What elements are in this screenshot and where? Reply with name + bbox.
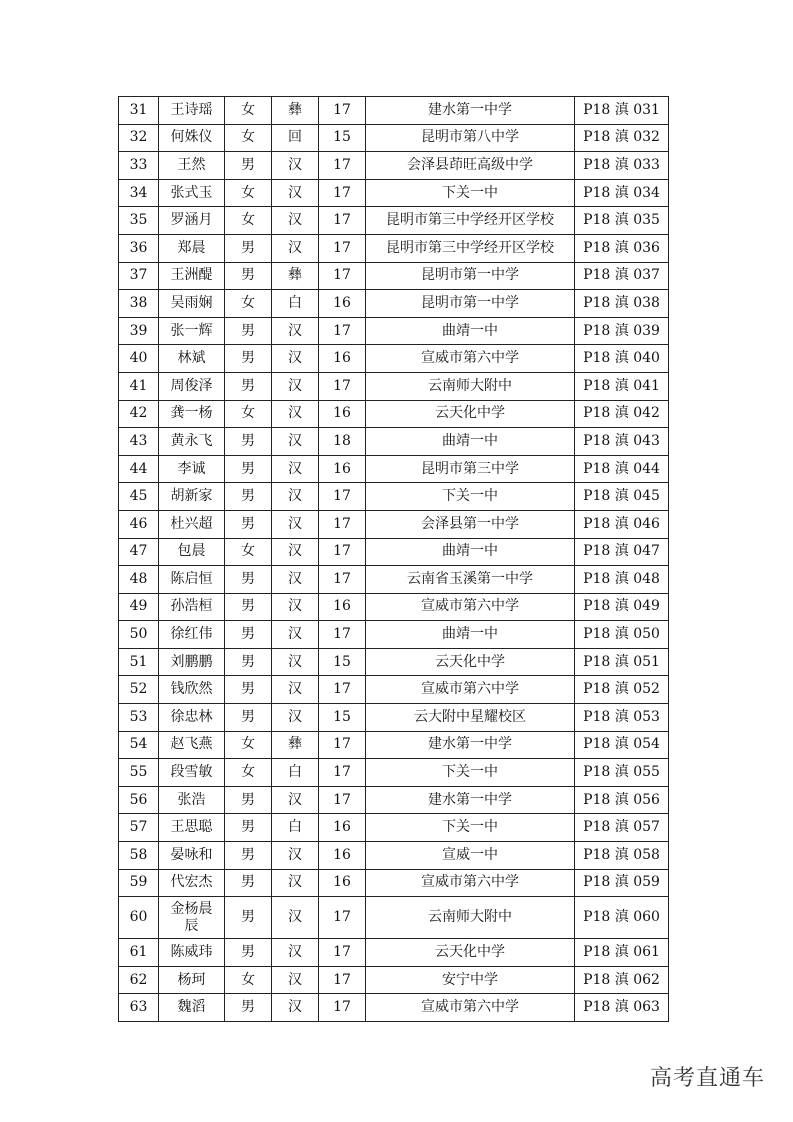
sex-cell: 男 xyxy=(225,939,272,967)
id-cell: P18 滇 044 xyxy=(575,455,669,483)
sex-cell: 女 xyxy=(225,290,272,318)
ethnicity-cell: 汉 xyxy=(272,842,319,870)
school-cell: 曲靖一中 xyxy=(366,317,575,345)
sex-cell: 女 xyxy=(225,400,272,428)
row-number-cell: 37 xyxy=(119,262,159,290)
table-row xyxy=(119,372,669,400)
row-number-cell: 63 xyxy=(119,994,159,1022)
name-cell: 罗涵月 xyxy=(159,207,225,235)
id-cell: P18 滇 036 xyxy=(575,234,669,262)
id-cell: P18 滇 039 xyxy=(575,317,669,345)
name-cell: 段雪敏 xyxy=(159,759,225,787)
age-cell: 17 xyxy=(319,676,366,704)
sex-cell: 女 xyxy=(225,179,272,207)
ethnicity-cell: 回 xyxy=(272,124,319,152)
ethnicity-cell: 汉 xyxy=(272,179,319,207)
age-cell: 17 xyxy=(319,897,366,939)
id-cell: P18 滇 050 xyxy=(575,621,669,649)
id-cell: P18 滇 043 xyxy=(575,428,669,456)
table-row xyxy=(119,842,669,870)
name-cell: 陈启恒 xyxy=(159,566,225,594)
age-cell: 17 xyxy=(319,731,366,759)
name-cell: 张式玉 xyxy=(159,179,225,207)
age-cell: 16 xyxy=(319,290,366,318)
table-row xyxy=(119,869,669,897)
id-cell: P18 滇 033 xyxy=(575,152,669,180)
school-cell: 曲靖一中 xyxy=(366,428,575,456)
name-cell: 赵飞燕 xyxy=(159,731,225,759)
sex-cell: 男 xyxy=(225,621,272,649)
sex-cell: 女 xyxy=(225,966,272,994)
age-cell: 17 xyxy=(319,786,366,814)
table-row xyxy=(119,593,669,621)
table-row xyxy=(119,897,669,939)
name-cell: 黄永飞 xyxy=(159,428,225,456)
age-cell: 17 xyxy=(319,262,366,290)
ethnicity-cell: 汉 xyxy=(272,372,319,400)
school-cell: 云天化中学 xyxy=(366,400,575,428)
sex-cell: 男 xyxy=(225,786,272,814)
name-cell: 张浩 xyxy=(159,786,225,814)
row-number-cell: 35 xyxy=(119,207,159,235)
name-cell: 晏咏和 xyxy=(159,842,225,870)
sex-cell: 女 xyxy=(225,207,272,235)
ethnicity-cell: 汉 xyxy=(272,593,319,621)
roster-body xyxy=(119,97,669,1022)
age-cell: 17 xyxy=(319,372,366,400)
ethnicity-cell: 汉 xyxy=(272,621,319,649)
name-cell: 代宏杰 xyxy=(159,869,225,897)
row-number-cell: 55 xyxy=(119,759,159,787)
id-cell: P18 滇 038 xyxy=(575,290,669,318)
ethnicity-cell: 汉 xyxy=(272,566,319,594)
sex-cell: 女 xyxy=(225,759,272,787)
id-cell: P18 滇 061 xyxy=(575,939,669,967)
school-cell: 昆明市第一中学 xyxy=(366,262,575,290)
row-number-cell: 32 xyxy=(119,124,159,152)
name-cell: 龚一杨 xyxy=(159,400,225,428)
sex-cell: 男 xyxy=(225,593,272,621)
table-row xyxy=(119,455,669,483)
row-number-cell: 38 xyxy=(119,290,159,318)
ethnicity-cell: 汉 xyxy=(272,994,319,1022)
age-cell: 16 xyxy=(319,593,366,621)
row-number-cell: 36 xyxy=(119,234,159,262)
ethnicity-cell: 汉 xyxy=(272,704,319,732)
id-cell: P18 滇 052 xyxy=(575,676,669,704)
age-cell: 17 xyxy=(319,234,366,262)
id-cell: P18 滇 059 xyxy=(575,869,669,897)
sex-cell: 男 xyxy=(225,262,272,290)
name-cell: 李诚 xyxy=(159,455,225,483)
age-cell: 15 xyxy=(319,704,366,732)
name-cell: 杨珂 xyxy=(159,966,225,994)
name-cell: 杜兴超 xyxy=(159,510,225,538)
school-cell: 曲靖一中 xyxy=(366,538,575,566)
sex-cell: 男 xyxy=(225,566,272,594)
table-row xyxy=(119,759,669,787)
sex-cell: 女 xyxy=(225,731,272,759)
ethnicity-cell: 汉 xyxy=(272,538,319,566)
row-number-cell: 49 xyxy=(119,593,159,621)
row-number-cell: 44 xyxy=(119,455,159,483)
id-cell: P18 滇 032 xyxy=(575,124,669,152)
age-cell: 17 xyxy=(319,994,366,1022)
ethnicity-cell: 汉 xyxy=(272,966,319,994)
name-cell: 魏滔 xyxy=(159,994,225,1022)
name-cell: 金杨晨辰 xyxy=(159,897,225,939)
ethnicity-cell: 汉 xyxy=(272,428,319,456)
table-row xyxy=(119,124,669,152)
id-cell: P18 滇 062 xyxy=(575,966,669,994)
sex-cell: 女 xyxy=(225,97,272,125)
row-number-cell: 48 xyxy=(119,566,159,594)
age-cell: 17 xyxy=(319,152,366,180)
row-number-cell: 33 xyxy=(119,152,159,180)
sex-cell: 男 xyxy=(225,428,272,456)
sex-cell: 男 xyxy=(225,317,272,345)
id-cell: P18 滇 057 xyxy=(575,814,669,842)
table-row xyxy=(119,566,669,594)
ethnicity-cell: 汉 xyxy=(272,400,319,428)
table-row xyxy=(119,345,669,373)
ethnicity-cell: 白 xyxy=(272,290,319,318)
id-cell: P18 滇 042 xyxy=(575,400,669,428)
school-cell: 宣威市第六中学 xyxy=(366,345,575,373)
school-cell: 下关一中 xyxy=(366,179,575,207)
row-number-cell: 62 xyxy=(119,966,159,994)
age-cell: 18 xyxy=(319,428,366,456)
ethnicity-cell: 彝 xyxy=(272,97,319,125)
id-cell: P18 滇 045 xyxy=(575,483,669,511)
ethnicity-cell: 汉 xyxy=(272,869,319,897)
id-cell: P18 滇 031 xyxy=(575,97,669,125)
ethnicity-cell: 白 xyxy=(272,759,319,787)
name-cell: 胡新家 xyxy=(159,483,225,511)
student-roster-table xyxy=(118,96,669,1022)
age-cell: 16 xyxy=(319,345,366,373)
ethnicity-cell: 汉 xyxy=(272,455,319,483)
table-row xyxy=(119,152,669,180)
row-number-cell: 50 xyxy=(119,621,159,649)
row-number-cell: 61 xyxy=(119,939,159,967)
age-cell: 17 xyxy=(319,317,366,345)
ethnicity-cell: 汉 xyxy=(272,676,319,704)
ethnicity-cell: 汉 xyxy=(272,483,319,511)
table-row xyxy=(119,648,669,676)
sex-cell: 男 xyxy=(225,814,272,842)
school-cell: 昆明市第三中学 xyxy=(366,455,575,483)
sex-cell: 男 xyxy=(225,510,272,538)
name-cell: 林斌 xyxy=(159,345,225,373)
name-cell: 周俊泽 xyxy=(159,372,225,400)
table-row xyxy=(119,786,669,814)
table-row xyxy=(119,428,669,456)
age-cell: 17 xyxy=(319,510,366,538)
age-cell: 17 xyxy=(319,179,366,207)
age-cell: 17 xyxy=(319,566,366,594)
sex-cell: 男 xyxy=(225,842,272,870)
age-cell: 17 xyxy=(319,207,366,235)
school-cell: 建水第一中学 xyxy=(366,786,575,814)
school-cell: 会泽县第一中学 xyxy=(366,510,575,538)
id-cell: P18 滇 041 xyxy=(575,372,669,400)
ethnicity-cell: 汉 xyxy=(272,317,319,345)
name-cell: 徐红伟 xyxy=(159,621,225,649)
sex-cell: 男 xyxy=(225,372,272,400)
row-number-cell: 60 xyxy=(119,897,159,939)
age-cell: 17 xyxy=(319,966,366,994)
row-number-cell: 43 xyxy=(119,428,159,456)
sex-cell: 男 xyxy=(225,897,272,939)
school-cell: 会泽县茚旺高级中学 xyxy=(366,152,575,180)
school-cell: 云南师大附中 xyxy=(366,897,575,939)
school-cell: 宣威市第六中学 xyxy=(366,676,575,704)
age-cell: 16 xyxy=(319,400,366,428)
sex-cell: 女 xyxy=(225,538,272,566)
sex-cell: 男 xyxy=(225,676,272,704)
row-number-cell: 54 xyxy=(119,731,159,759)
table-row xyxy=(119,966,669,994)
ethnicity-cell: 汉 xyxy=(272,897,319,939)
ethnicity-cell: 白 xyxy=(272,814,319,842)
name-cell: 王诗瑶 xyxy=(159,97,225,125)
sex-cell: 男 xyxy=(225,455,272,483)
sex-cell: 男 xyxy=(225,648,272,676)
id-cell: P18 滇 054 xyxy=(575,731,669,759)
id-cell: P18 滇 048 xyxy=(575,566,669,594)
school-cell: 昆明市第八中学 xyxy=(366,124,575,152)
school-cell: 下关一中 xyxy=(366,483,575,511)
id-cell: P18 滇 037 xyxy=(575,262,669,290)
id-cell: P18 滇 053 xyxy=(575,704,669,732)
row-number-cell: 59 xyxy=(119,869,159,897)
table-row xyxy=(119,939,669,967)
row-number-cell: 31 xyxy=(119,97,159,125)
row-number-cell: 47 xyxy=(119,538,159,566)
table-row xyxy=(119,400,669,428)
school-cell: 下关一中 xyxy=(366,814,575,842)
sex-cell: 男 xyxy=(225,869,272,897)
name-cell: 何姝仪 xyxy=(159,124,225,152)
age-cell: 17 xyxy=(319,939,366,967)
school-cell: 云天化中学 xyxy=(366,939,575,967)
table-row xyxy=(119,704,669,732)
ethnicity-cell: 汉 xyxy=(272,939,319,967)
table-row xyxy=(119,234,669,262)
row-number-cell: 45 xyxy=(119,483,159,511)
name-cell: 包晨 xyxy=(159,538,225,566)
school-cell: 曲靖一中 xyxy=(366,621,575,649)
sex-cell: 男 xyxy=(225,152,272,180)
age-cell: 16 xyxy=(319,842,366,870)
ethnicity-cell: 彝 xyxy=(272,731,319,759)
school-cell: 昆明市第一中学 xyxy=(366,290,575,318)
name-cell: 刘鹏鹏 xyxy=(159,648,225,676)
row-number-cell: 42 xyxy=(119,400,159,428)
school-cell: 云天化中学 xyxy=(366,648,575,676)
name-cell: 陈威玮 xyxy=(159,939,225,967)
sex-cell: 男 xyxy=(225,704,272,732)
sex-cell: 男 xyxy=(225,234,272,262)
name-cell: 郑晨 xyxy=(159,234,225,262)
id-cell: P18 滇 051 xyxy=(575,648,669,676)
table-row xyxy=(119,676,669,704)
table-row xyxy=(119,262,669,290)
name-cell: 钱欣然 xyxy=(159,676,225,704)
school-cell: 昆明市第三中学经开区学校 xyxy=(366,234,575,262)
row-number-cell: 58 xyxy=(119,842,159,870)
school-cell: 下关一中 xyxy=(366,759,575,787)
ethnicity-cell: 汉 xyxy=(272,152,319,180)
name-cell: 王洲醍 xyxy=(159,262,225,290)
row-number-cell: 57 xyxy=(119,814,159,842)
school-cell: 宣威一中 xyxy=(366,842,575,870)
id-cell: P18 滇 034 xyxy=(575,179,669,207)
name-cell: 孙浩桓 xyxy=(159,593,225,621)
ethnicity-cell: 彝 xyxy=(272,262,319,290)
school-cell: 昆明市第三中学经开区学校 xyxy=(366,207,575,235)
age-cell: 17 xyxy=(319,621,366,649)
name-cell: 吴雨娴 xyxy=(159,290,225,318)
id-cell: P18 滇 060 xyxy=(575,897,669,939)
id-cell: P18 滇 056 xyxy=(575,786,669,814)
table-row xyxy=(119,814,669,842)
row-number-cell: 56 xyxy=(119,786,159,814)
id-cell: P18 滇 055 xyxy=(575,759,669,787)
ethnicity-cell: 汉 xyxy=(272,207,319,235)
table-row xyxy=(119,510,669,538)
row-number-cell: 34 xyxy=(119,179,159,207)
row-number-cell: 53 xyxy=(119,704,159,732)
school-cell: 宣威市第六中学 xyxy=(366,994,575,1022)
school-cell: 宣威市第六中学 xyxy=(366,869,575,897)
ethnicity-cell: 汉 xyxy=(272,648,319,676)
table-row xyxy=(119,483,669,511)
row-number-cell: 41 xyxy=(119,372,159,400)
sex-cell: 男 xyxy=(225,345,272,373)
row-number-cell: 40 xyxy=(119,345,159,373)
id-cell: P18 滇 063 xyxy=(575,994,669,1022)
table-row xyxy=(119,97,669,125)
name-cell: 王然 xyxy=(159,152,225,180)
age-cell: 16 xyxy=(319,455,366,483)
row-number-cell: 51 xyxy=(119,648,159,676)
sex-cell: 女 xyxy=(225,124,272,152)
age-cell: 16 xyxy=(319,869,366,897)
school-cell: 安宁中学 xyxy=(366,966,575,994)
age-cell: 16 xyxy=(319,814,366,842)
school-cell: 云南省玉溪第一中学 xyxy=(366,566,575,594)
school-cell: 建水第一中学 xyxy=(366,97,575,125)
name-cell: 张一辉 xyxy=(159,317,225,345)
age-cell: 17 xyxy=(319,97,366,125)
age-cell: 17 xyxy=(319,538,366,566)
ethnicity-cell: 汉 xyxy=(272,786,319,814)
table-row xyxy=(119,731,669,759)
age-cell: 15 xyxy=(319,124,366,152)
id-cell: P18 滇 040 xyxy=(575,345,669,373)
school-cell: 云大附中星耀校区 xyxy=(366,704,575,732)
table-row xyxy=(119,994,669,1022)
age-cell: 17 xyxy=(319,483,366,511)
id-cell: P18 滇 058 xyxy=(575,842,669,870)
school-cell: 云南师大附中 xyxy=(366,372,575,400)
ethnicity-cell: 汉 xyxy=(272,510,319,538)
age-cell: 15 xyxy=(319,648,366,676)
id-cell: P18 滇 047 xyxy=(575,538,669,566)
table-row xyxy=(119,207,669,235)
school-cell: 建水第一中学 xyxy=(366,731,575,759)
row-number-cell: 46 xyxy=(119,510,159,538)
school-cell: 宣威市第六中学 xyxy=(366,593,575,621)
ethnicity-cell: 汉 xyxy=(272,234,319,262)
table-row xyxy=(119,317,669,345)
name-cell: 王思聪 xyxy=(159,814,225,842)
id-cell: P18 滇 035 xyxy=(575,207,669,235)
table-row xyxy=(119,290,669,318)
id-cell: P18 滇 046 xyxy=(575,510,669,538)
row-number-cell: 39 xyxy=(119,317,159,345)
sex-cell: 男 xyxy=(225,483,272,511)
table-row xyxy=(119,179,669,207)
table-row xyxy=(119,621,669,649)
ethnicity-cell: 汉 xyxy=(272,345,319,373)
id-cell: P18 滇 049 xyxy=(575,593,669,621)
table-row xyxy=(119,538,669,566)
watermark-text: 高考直通车 xyxy=(649,1066,765,1091)
name-cell: 徐忠林 xyxy=(159,704,225,732)
sex-cell: 男 xyxy=(225,994,272,1022)
row-number-cell: 52 xyxy=(119,676,159,704)
age-cell: 17 xyxy=(319,759,366,787)
